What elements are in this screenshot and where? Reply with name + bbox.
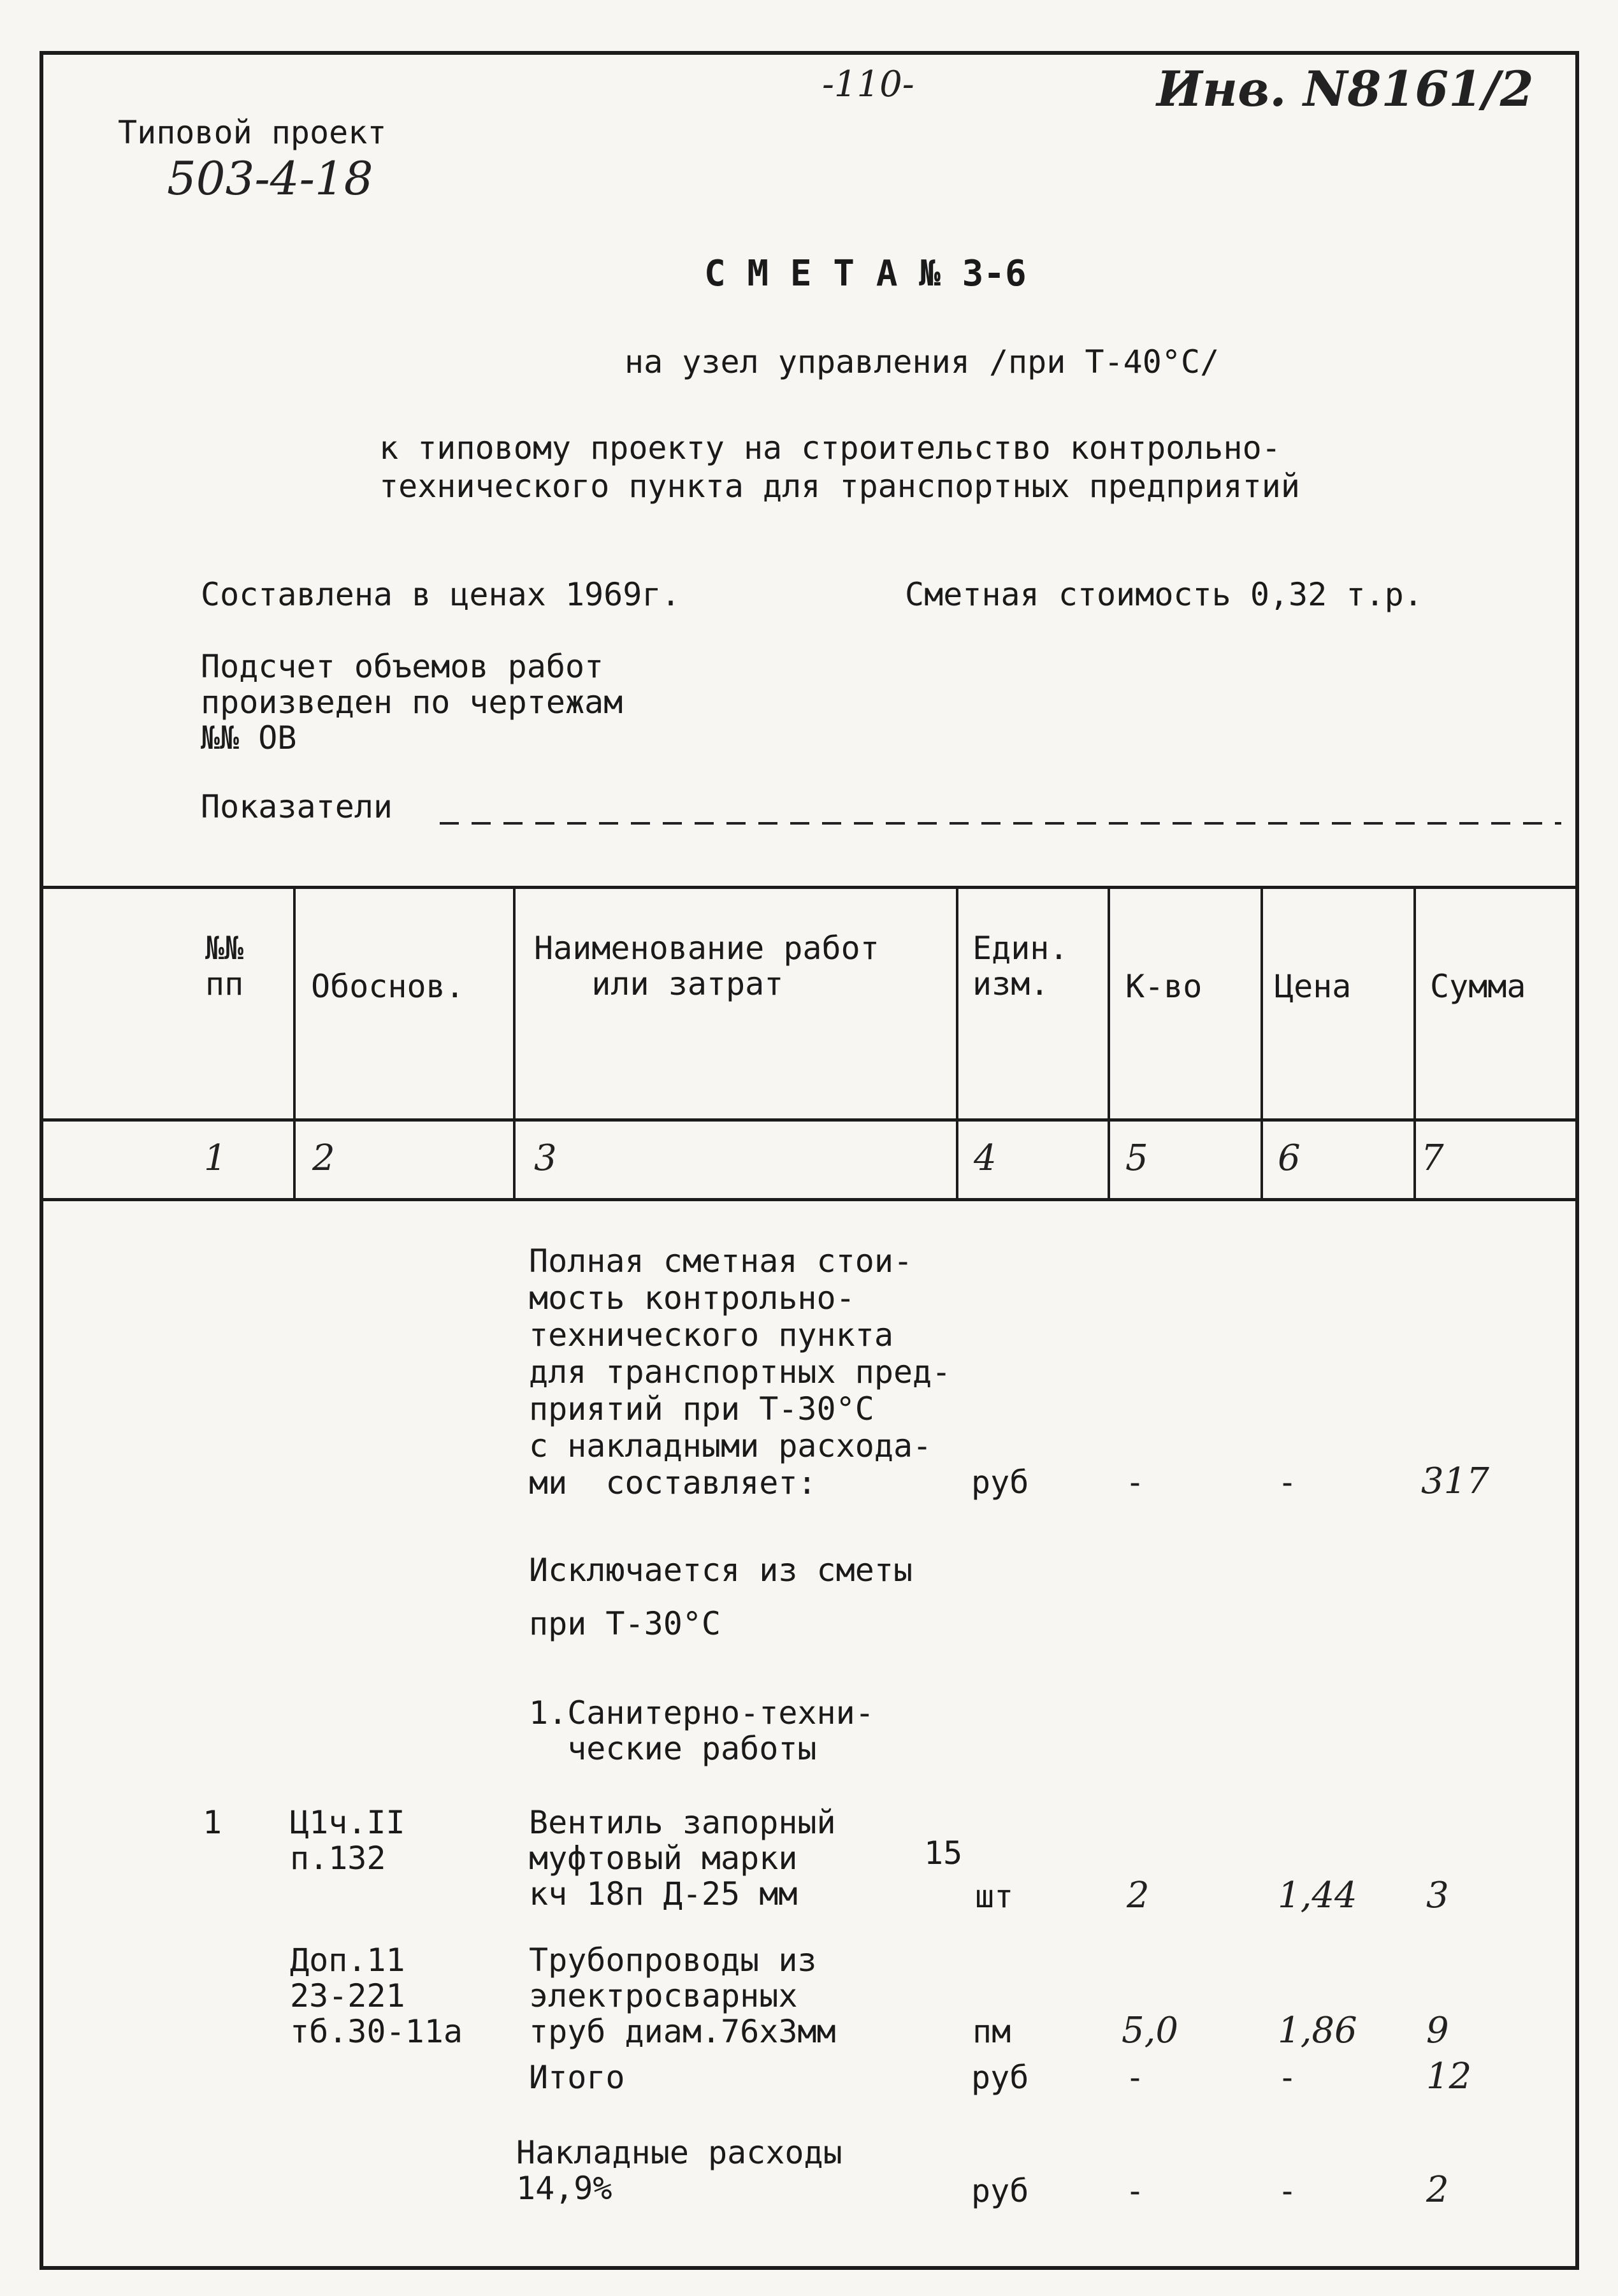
header-basis: Обоснов. xyxy=(311,968,465,1005)
row-2-qty: 5,0 xyxy=(1122,2010,1179,2051)
document-subtitle: на узел управления /при Т-40°С/ xyxy=(625,343,1220,380)
row-1-price: 1,44 xyxy=(1278,1875,1357,1916)
col-divider-3 xyxy=(956,886,958,1198)
prices-year: Составлена в ценах 1969г. xyxy=(201,576,681,613)
header-name: Наименование работ или затрат xyxy=(534,930,879,1002)
row-1-basis: Ц1ч.II п.132 xyxy=(290,1804,405,1877)
purpose-line-1: к типовому проекту на строительство контрольно- xyxy=(379,430,1281,466)
table-top-rule xyxy=(40,886,1575,889)
itogo-qty: - xyxy=(1125,2059,1145,2096)
header-unit: Един. изм. xyxy=(972,930,1069,1002)
row-2-unit: пм xyxy=(972,2013,1011,2050)
overhead-sum: 2 xyxy=(1426,2169,1449,2211)
overhead-unit: руб xyxy=(971,2172,1029,2209)
header-price: Цена xyxy=(1275,968,1352,1005)
table-header-rule xyxy=(40,1118,1575,1122)
page-number: -110- xyxy=(822,64,914,105)
row-1-name: Вентиль запорный муфтовый марки кч 18п Д-25 мм xyxy=(529,1804,836,1912)
col-number-2: 2 xyxy=(312,1137,335,1179)
document-title: С М Е Т А № 3-6 xyxy=(704,253,1027,294)
excluded-line-2: при Т-30°С xyxy=(529,1605,721,1642)
row-1-qty: 2 xyxy=(1127,1875,1150,1916)
volume-line-1: Подсчет объемов работ xyxy=(201,648,604,685)
overhead-qty: - xyxy=(1125,2172,1145,2209)
itogo-label: Итого xyxy=(529,2059,625,2096)
row-2-basis: Доп.11 23-221 тб.30-11а xyxy=(290,1942,463,2050)
overhead-label: Накладные расходы 14,9% xyxy=(516,2134,842,2207)
purpose-line-2: технического пункта для транспортных предприятий xyxy=(379,468,1300,505)
row-1-num: 1 xyxy=(203,1804,222,1841)
itogo-sum: 12 xyxy=(1426,2056,1472,2097)
col-number-3: 3 xyxy=(534,1137,557,1179)
project-label: Типовой проект xyxy=(118,114,387,151)
volume-line-2: произведен по чертежам xyxy=(201,684,623,721)
col-number-1: 1 xyxy=(204,1137,227,1179)
section-title: 1.Санитерно-техни- ческие работы xyxy=(529,1694,874,1767)
estimated-cost: Сметная стоимость 0,32 т.р. xyxy=(905,576,1423,613)
col-number-6: 6 xyxy=(1278,1137,1301,1179)
itogo-unit: руб xyxy=(971,2059,1029,2096)
col-divider-2 xyxy=(513,886,516,1198)
project-number: 503-4-18 xyxy=(167,152,373,205)
col-divider-1 xyxy=(293,886,296,1198)
row-2-name: Трубопроводы из электросварных труб диам.76х3мм xyxy=(529,1942,836,2050)
total-text: Полная сметная стои- мость контрольно- технического пункта для транспортных пред- приятий при Т-30°С с накладными расхода- ми составляет: xyxy=(529,1243,951,1501)
header-sum: Сумма xyxy=(1430,968,1526,1005)
volume-line-3: №№ ОВ xyxy=(201,719,297,756)
col-divider-5 xyxy=(1260,886,1263,1198)
row-2-sum: 9 xyxy=(1426,2010,1449,2051)
page-frame xyxy=(40,51,1579,2270)
total-price: - xyxy=(1278,1464,1297,1501)
table-numbers-rule xyxy=(40,1198,1575,1201)
col-divider-4 xyxy=(1108,886,1110,1198)
inventory-number: Инв. N8161/2 xyxy=(1157,61,1534,117)
col-number-4: 4 xyxy=(974,1137,997,1179)
row-1-extra: 15 xyxy=(924,1835,963,1872)
indicators-label: Показатели xyxy=(201,788,393,825)
row-2-price: 1,86 xyxy=(1278,2010,1357,2051)
row-1-unit: шт xyxy=(975,1878,1014,1915)
total-sum: 317 xyxy=(1421,1461,1489,1502)
col-number-7: 7 xyxy=(1421,1137,1444,1179)
indicators-dash-line xyxy=(440,822,1561,825)
total-unit: руб xyxy=(971,1464,1029,1501)
header-qty: К-во xyxy=(1125,968,1203,1005)
header-num: №№ пп xyxy=(205,930,244,1002)
excluded-line-1: Исключается из сметы xyxy=(529,1552,913,1589)
row-1-sum: 3 xyxy=(1426,1875,1449,1916)
col-divider-6 xyxy=(1413,886,1416,1198)
itogo-price: - xyxy=(1278,2059,1297,2096)
total-qty: - xyxy=(1125,1464,1145,1501)
col-number-5: 5 xyxy=(1125,1137,1148,1179)
overhead-price: - xyxy=(1278,2172,1297,2209)
